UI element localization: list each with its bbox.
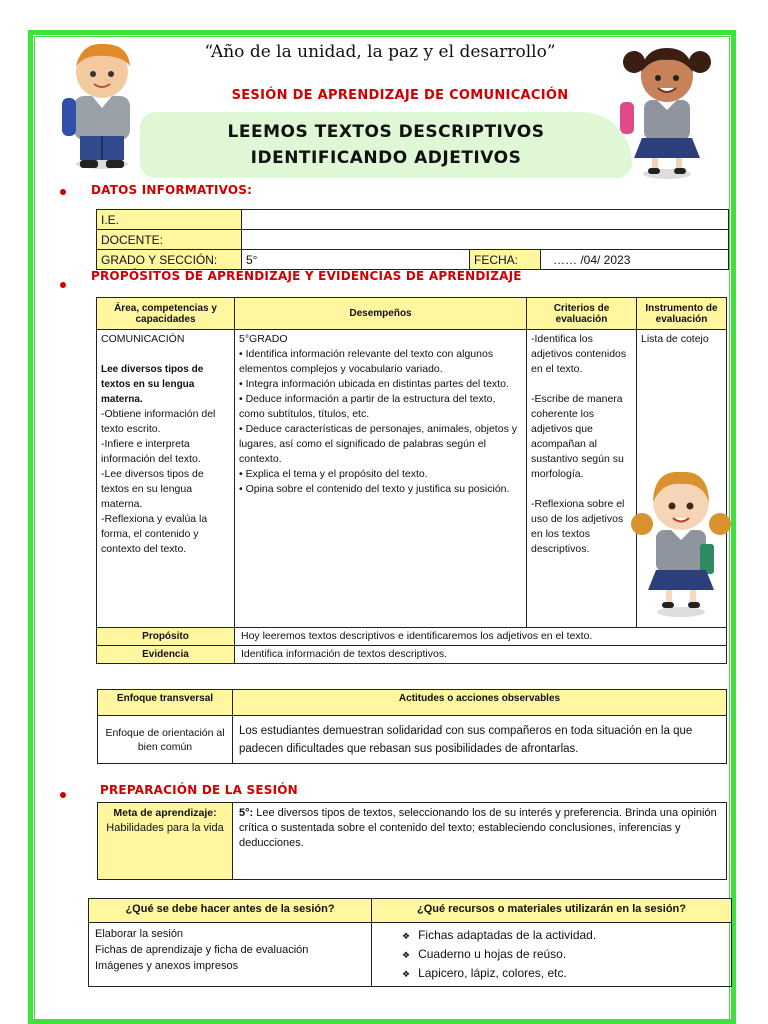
enfoque-name: Enfoque de orientación al bien común <box>98 716 233 764</box>
area-cell <box>97 330 235 628</box>
fecha-value: …… /04/ 2023 <box>541 250 729 270</box>
proposito-text: Hoy leeremos textos descriptivos e identificaremos los adjetivos en el texto. <box>235 628 727 646</box>
desempeno-item: • Explica el tema y el propósito del texto. <box>239 468 428 480</box>
ie-value[interactable] <box>242 210 729 230</box>
desempeno-item: • Identifica información relevante del texto con algunos elementos complejos y vocabulario variado. <box>239 348 494 375</box>
bullet-icon <box>60 792 66 798</box>
desempeno-item: • Integra información ubicada en distintas partes del texto. <box>239 378 509 390</box>
girl-illustration-right-icon <box>628 466 734 620</box>
fecha-label: FECHA: <box>470 250 541 270</box>
desempeno-item: • Deduce características de personajes, animales, objetos y lugares, así como el significado de palabras según el contexto. <box>239 423 517 465</box>
header-area: Área, competencias y capacidades <box>97 298 235 330</box>
materiales-item: ❖ Fichas adaptadas de la actividad. <box>402 928 597 942</box>
meta-label-cell <box>98 803 233 880</box>
instrumento-value: Lista de cotejo <box>641 333 709 345</box>
bullet-icon <box>60 282 66 288</box>
criterio-item: -Identifica los adjetivos contenidos en el texto. <box>531 333 627 375</box>
bullet-icon <box>60 189 66 195</box>
header-actitudes: Actitudes o acciones observables <box>233 690 727 716</box>
session-title: SESIÓN DE APRENDIZAJE DE COMUNICACIÓN <box>231 88 569 103</box>
antes-item: Imágenes y anexos impresos <box>95 960 239 972</box>
desempeno-item: • Deduce información a partir de la estructura del texto, como subtítulos, títulos, etc. <box>239 393 496 420</box>
meta-text: Lee diversos tipos de textos, seleccionando los de su interés y preferencia. Brinda una opinión crítica o sustentada sobre el contenido del texto; estableciendo conclusiones, inferencias y deducciones. <box>239 807 717 849</box>
title-line-1: LEEMOS TEXTOS DESCRIPTIVOS <box>227 122 545 142</box>
desempenos-cell <box>235 330 527 628</box>
header-criterios: Criterios de evaluación <box>527 298 637 330</box>
docente-label: DOCENTE: <box>97 230 242 250</box>
criterio-item: -Escribe de manera coherente los adjetivos que acompañan al sustantivo según su morfología. <box>531 393 624 480</box>
meta-label: Meta de aprendizaje: <box>113 807 217 819</box>
grado-label: GRADO Y SECCIÓN: <box>97 250 242 270</box>
section-title-preparacion: PREPARACIÓN DE LA SESIÓN <box>100 783 298 797</box>
capacidad-item: -Reflexiona y evalúa la forma, el contenido y contexto del texto. <box>101 513 208 555</box>
recursos-table <box>88 898 732 987</box>
title-line-2: IDENTIFICANDO ADJETIVOS <box>250 148 522 168</box>
section-title-propositos: PROPÓSITOS DE APRENDIZAJE Y EVIDENCIAS DE APRENDIZAJE <box>91 269 522 283</box>
enfoque-text: Los estudiantes demuestran solidaridad con sus compañeros en toda situación en la que padecen dificultades que rebasan sus posibilidades de afrontarlas. <box>233 716 727 764</box>
materiales-item: ❖ Lapicero, lápiz, colores, etc. <box>402 966 567 980</box>
competencia: Lee diversos tipos de textos en su lengua materna. <box>101 364 204 405</box>
docente-value[interactable] <box>242 230 729 250</box>
area-name: COMUNICACIÓN <box>101 333 185 345</box>
header-instrumento: Instrumento de evaluación <box>637 298 727 330</box>
criterios-cell <box>527 330 637 628</box>
capacidad-item: -Infiere e interpreta información del texto. <box>101 438 201 465</box>
evidencia-text: Identifica información de textos descriptivos. <box>235 646 727 664</box>
meta-grade: 5°: <box>239 807 254 819</box>
diamond-bullet-icon: ❖ <box>402 950 411 960</box>
proposito-label: Propósito <box>97 628 235 646</box>
meta-table <box>97 802 727 880</box>
grado-heading: 5°GRADO <box>239 333 288 345</box>
capacidad-item: -Lee diversos tipos de textos en su lengua materna. <box>101 468 204 510</box>
meta-sub: Habilidades para la vida <box>106 822 224 834</box>
header-antes: ¿Qué se debe hacer antes de la sesión? <box>89 899 372 923</box>
diamond-bullet-icon: ❖ <box>402 931 411 941</box>
capacidad-item: -Obtiene información del texto escrito. <box>101 408 216 435</box>
meta-text-cell <box>233 803 727 880</box>
motto: “Año de la unidad, la paz y el desarrollo” <box>204 42 556 62</box>
grado-value: 5° <box>242 250 470 270</box>
section-title-datos: DATOS INFORMATIVOS: <box>91 183 253 197</box>
antes-item: Elaborar la sesión <box>95 928 184 940</box>
diamond-bullet-icon: ❖ <box>402 969 411 979</box>
criterio-item: -Reflexiona sobre el uso de los adjetivos en los textos descriptivos. <box>531 498 625 555</box>
materiales-item: ❖ Cuaderno u hojas de reúso. <box>402 947 567 961</box>
enfoque-table <box>97 689 727 764</box>
evidencia-label: Evidencia <box>97 646 235 664</box>
antes-item: Fichas de aprendizaje y ficha de evaluación <box>95 944 309 956</box>
desempeno-item: • Opina sobre el contenido del texto y justifica su posición. <box>239 483 510 495</box>
datos-table <box>96 209 729 270</box>
boy-illustration-icon <box>52 36 152 176</box>
header-desempenos: Desempeños <box>235 298 527 330</box>
ie-label: I.E. <box>97 210 242 230</box>
antes-cell <box>89 923 372 987</box>
materiales-cell <box>372 923 732 987</box>
header-enfoque: Enfoque transversal <box>98 690 233 716</box>
header-materiales: ¿Qué recursos o materiales utilizarán en la sesión? <box>372 899 732 923</box>
